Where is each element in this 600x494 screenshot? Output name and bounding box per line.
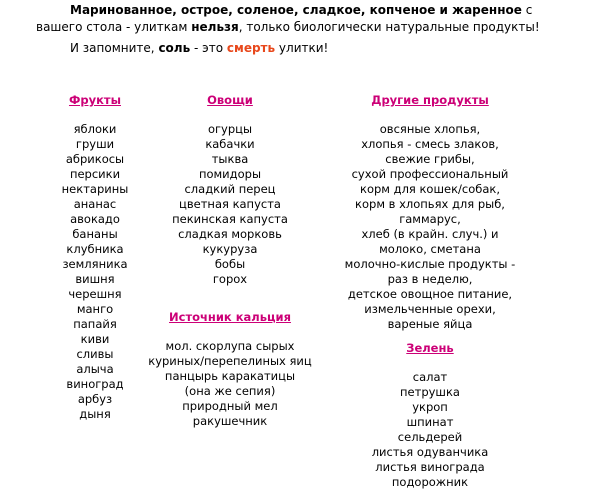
list-item: помидоры [198,167,262,181]
list-item: хлопья - смесь злаков, [361,137,499,151]
list-item: киви [80,332,110,346]
list-item: кабачки [205,137,255,151]
list-item: бананы [72,227,118,241]
list-item: овсяные хлопья, [379,122,481,136]
list-item: молочно-кислые продукты - [344,257,516,271]
greens-column [330,340,530,490]
fruits-heading: Фрукты [68,93,121,107]
list-item: петрушка [400,385,460,399]
list-item: сладкий перец [184,182,276,196]
intro-line-1-tail: с [525,3,533,17]
calcium-heading: Источник кальция [169,310,291,324]
list-item: сельдерей [397,430,463,444]
other-products-heading: Другие продукты [371,93,489,107]
list-item: цветная капуста [179,197,281,211]
list-item: дыня [79,407,111,421]
list-item: ананас [73,197,117,211]
list-item: молоко, сметана [379,242,481,256]
list-item: корм в хлопьях для рыб, [355,197,505,211]
list-item: куриных/перепелиных яиц [148,354,312,368]
list-item: сливы [76,347,114,361]
list-item: подорожник [391,475,469,489]
list-item: детское овощное питание, [347,287,513,301]
list-item: яблоки [73,122,117,136]
list-item: абрикосы [65,152,125,166]
list-item: укроп [412,400,448,414]
list-item: огурцы [207,122,253,136]
list-item: виноград [66,377,124,391]
list-item: ракушечник [192,414,268,428]
list-item: груши [75,137,115,151]
greens-heading: Зелень [406,341,454,355]
list-item: листья одуванчика [371,445,489,459]
intro-line-2 [36,20,600,34]
intro-line-3 [70,41,600,55]
other-products-column [310,92,550,332]
list-item: (она же сепия) [184,384,276,398]
list-item: персики [69,167,121,181]
list-item: измельченные орехи, [364,302,496,316]
list-item: папайя [73,317,117,331]
list-item: тыква [211,152,249,166]
list-item: бобы [214,257,246,271]
vegetables-column [155,92,305,287]
intro-salt-word: соль [158,41,191,55]
intro-death-word: смерть [226,41,276,55]
vegetables-list [155,122,305,287]
list-item: сухой профессиональный [351,167,509,181]
list-item: природный мел [182,399,278,413]
list-item: раз в неделю, [387,272,473,286]
list-item: мол. скорлупа сырых [165,339,295,353]
list-item: манго [76,302,114,316]
list-item: авокадо [70,212,120,226]
intro-line-1-bold: Маринованное, острое, соленое, сладкое, копченое и жаренное [70,3,522,17]
intro-forbidden-word: нельзя [191,20,239,34]
other-products-list [310,122,550,332]
list-item: кукуруза [202,242,258,256]
list-item: клубника [66,242,124,256]
vegetables-heading: Овощи [207,93,253,107]
list-item: хлеб (в крайн. случ.) и [361,227,499,241]
list-item: салат [412,370,448,384]
calcium-column [130,309,330,429]
list-item: панцырь каракатицы [164,369,296,383]
list-item: земляника [62,257,128,271]
list-item: арбуз [77,392,113,406]
intro-line-1 [70,3,600,17]
list-item: сладкая морковь [178,227,282,241]
list-item: листья винограда [375,460,485,474]
list-item: вареные яйца [387,317,473,331]
intro-line-2-a: вашего стола - улиткам [36,20,188,34]
intro-line-3-e: улитки! [278,41,329,55]
list-item: вишня [75,272,115,286]
intro-line-3-a: И запомните, [70,41,155,55]
greens-list [330,370,530,490]
intro-line-3-c: - это [194,41,224,55]
list-item: пекинская капуста [172,212,288,226]
list-item: нектарины [61,182,129,196]
calcium-list [130,339,330,429]
list-item: алыча [76,362,114,376]
list-item: горох [212,272,248,286]
list-item: шпинат [406,415,454,429]
intro-line-2-c: , только биологически натуральные продукты! [238,20,540,34]
list-item: гаммарус, [399,212,461,226]
list-item: свежие грибы, [385,152,475,166]
list-item: корм для кошек/собак, [360,182,500,196]
list-item: черешня [68,287,122,301]
